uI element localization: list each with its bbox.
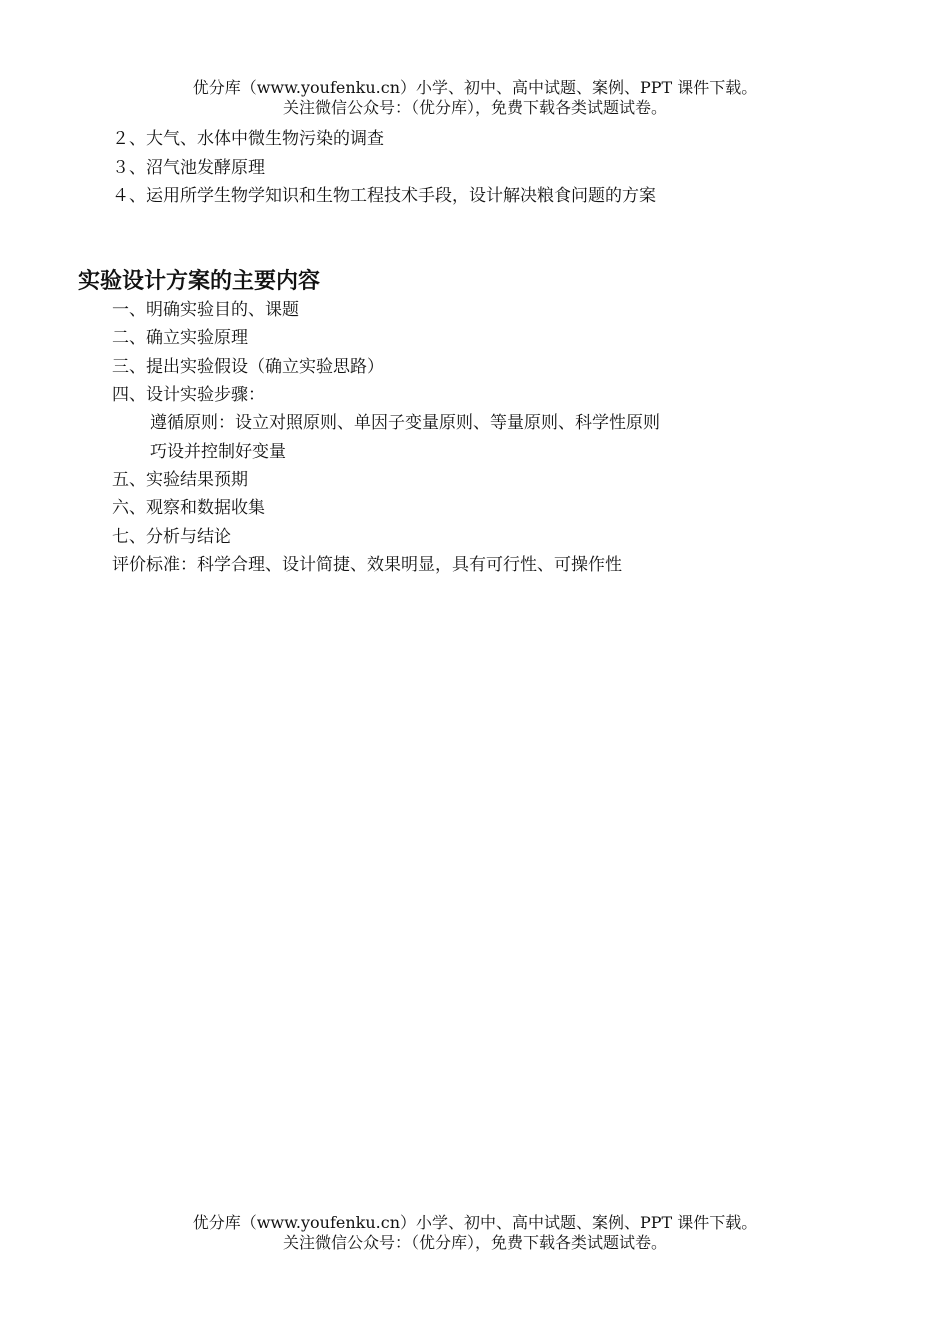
list-item: 三、提出实验假设（确立实验思路）: [112, 357, 384, 377]
list-item: 六、观察和数据收集: [112, 498, 265, 518]
footer-line-2: 关注微信公众号：（优分库），免费下载各类试题试卷。: [282, 1233, 667, 1252]
list-item: 巧设并控制好变量: [150, 442, 286, 462]
list-item: 七、分析与结论: [112, 527, 231, 547]
footer-line-1: 优分库（www.youfenku.cn）小学、初中、高中试题、案例、PPT 课件下载。: [192, 1213, 758, 1232]
list-item: 二、确立实验原理: [112, 328, 248, 348]
page-header: [0, 78, 950, 118]
list-item: 五、实验结果预期: [112, 470, 248, 490]
header-line-2: 关注微信公众号：（优分库），免费下载各类试题试卷。: [282, 98, 667, 117]
evaluation-criteria: 评价标准：科学合理、设计简捷、效果明显，具有可行性、可操作性: [112, 555, 622, 575]
list-item: ４、运用所学生物学知识和生物工程技术手段，设计解决粮食问题的方案: [112, 186, 656, 206]
list-item: 遵循原则：设立对照原则、单因子变量原则、等量原则、科学性原则: [150, 413, 660, 433]
page-footer: [0, 1213, 950, 1253]
header-line-1: 优分库（www.youfenku.cn）小学、初中、高中试题、案例、PPT 课件下载。: [192, 78, 758, 97]
list-item: ２、大气、水体中微生物污染的调查: [112, 129, 384, 149]
list-item: ３、沼气池发酵原理: [112, 158, 265, 178]
section-title: 实验设计方案的主要内容: [78, 269, 321, 294]
list-item: 一、明确实验目的、课题: [112, 300, 299, 320]
list-item: 四、设计实验步骤：: [112, 385, 265, 405]
